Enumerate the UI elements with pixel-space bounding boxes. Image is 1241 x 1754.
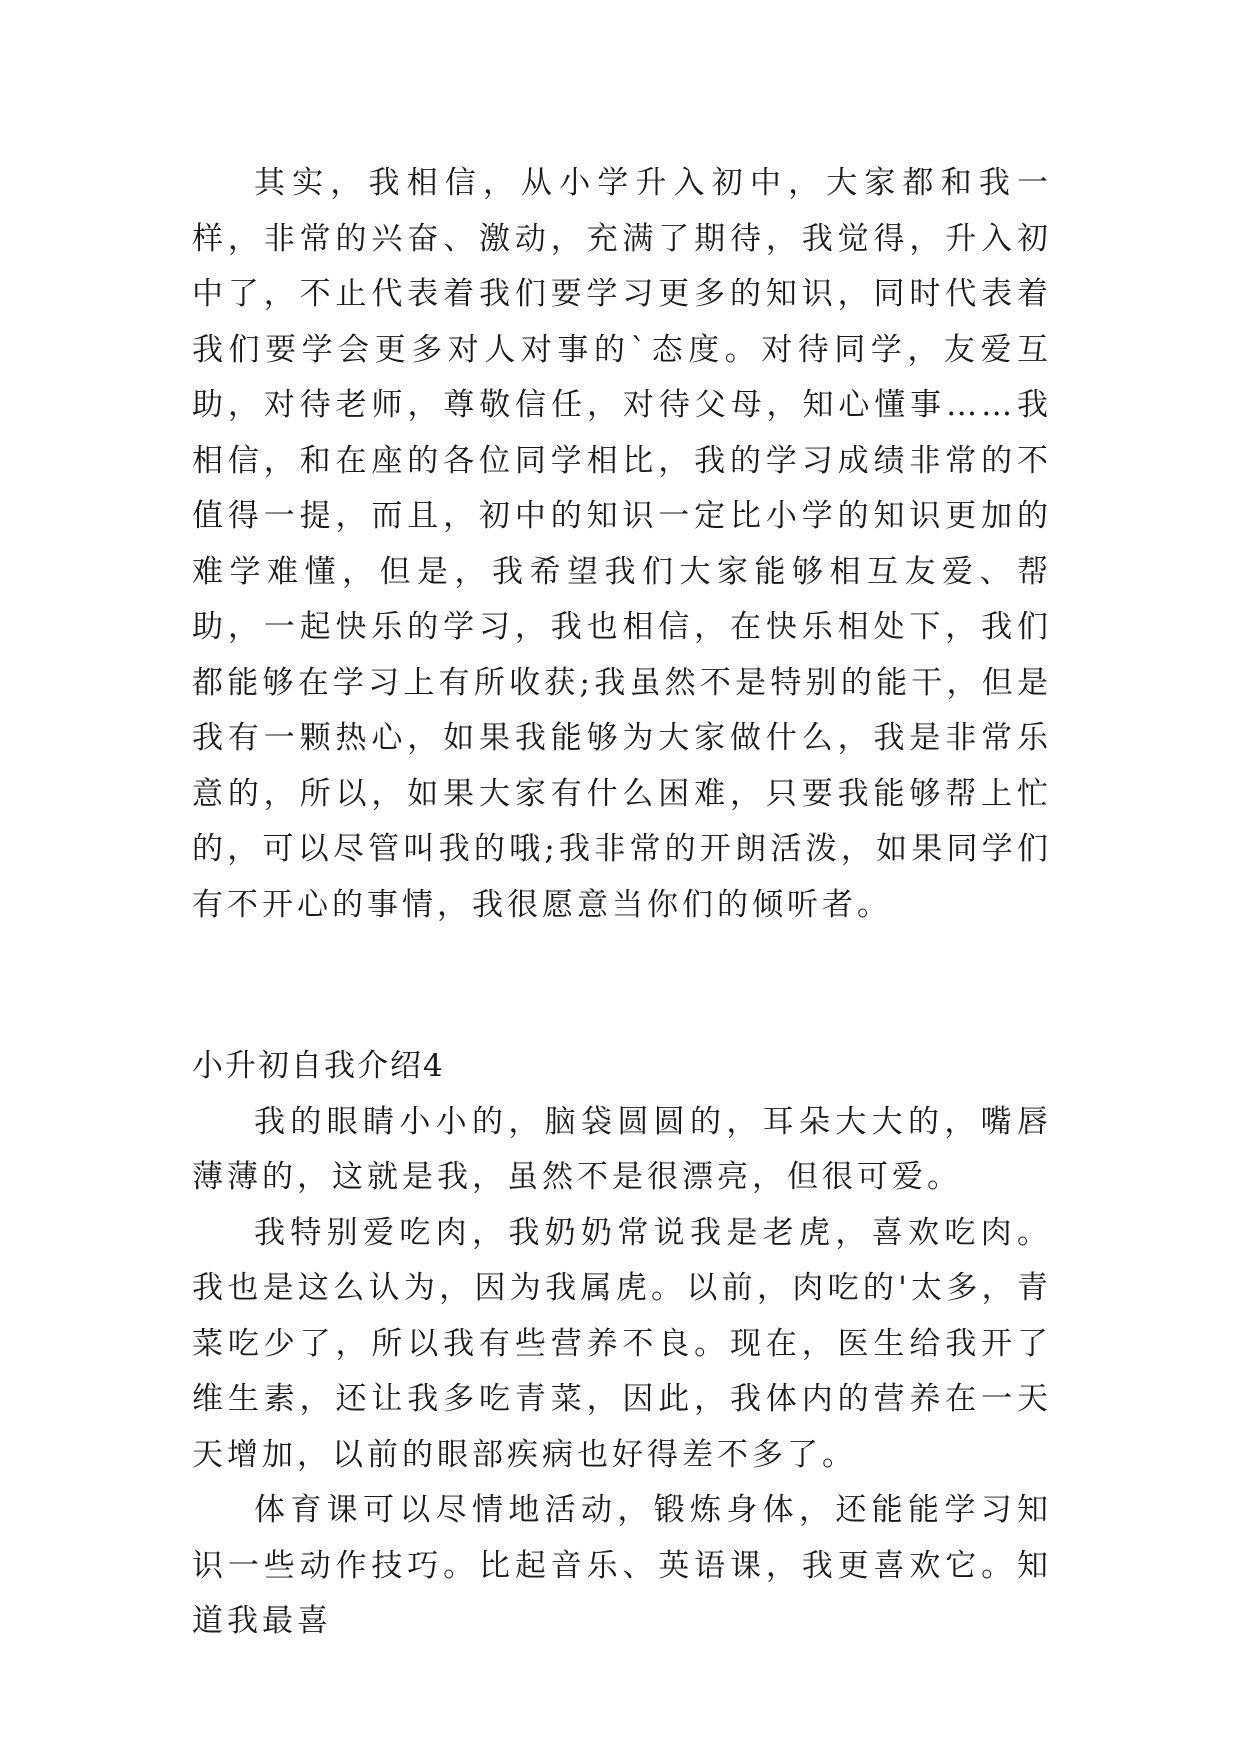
paragraph-intro: 其实，我相信，从小学升入初中，大家都和我一样，非常的兴奋、激动，充满了期待，我觉得，升入初中了，不止代表着我们要学习更多的知识，同时代表着我们要学会更多对人对事的`态度。对待同学，友爱互助，对待老师，尊敬信任，对待父母，知心懂事……我相信，和在座的各位同学相比，我的学习成绩非常的不值得一提，而且，初中的知识一定比小学的知识更加的难学难懂，但是，我希望我们大家能够相互友爱、帮助，一起快乐的学习，我也相信，在快乐相处下，我们都能够在学习上有所收获;我虽然不是特别的能干，但是我有一颗热心，如果我能够为大家做什么，我是非常乐意的，所以，如果大家有什么困难，只要我能够帮上忙的，可以尽管叫我的哦;我非常的开朗活泼，如果同学们有不开心的事情，我很愿意当你们的倾听者。 [192, 165, 1052, 923]
paragraph-sports: 体育课可以尽情地活动，锻炼身体，还能能学习知识一些动作技巧。比起音乐、英语课，我更喜欢它。知道我最喜 [192, 1492, 1052, 1639]
paragraph-food: 我特别爱吃肉，我奶奶常说我是老虎，喜欢吃肉。我也是这么认为，因为我属虎。以前，肉吃的'太多，青菜吃少了，所以我有些营养不良。现在，医生给我开了维生素，还让我多吃青菜，因此，我体内的营养在一天天增加，以前的眼部疾病也好得差不多了。 [192, 1214, 1052, 1473]
section-title: 小升初自我介绍4 [192, 1048, 445, 1084]
paragraph-appearance: 我的眼睛小小的，脑袋圆圆的，耳朵大大的，嘴唇薄薄的，这就是我，虽然不是很漂亮，但很可爱。 [192, 1103, 1052, 1195]
document-page [192, 156, 1052, 1650]
